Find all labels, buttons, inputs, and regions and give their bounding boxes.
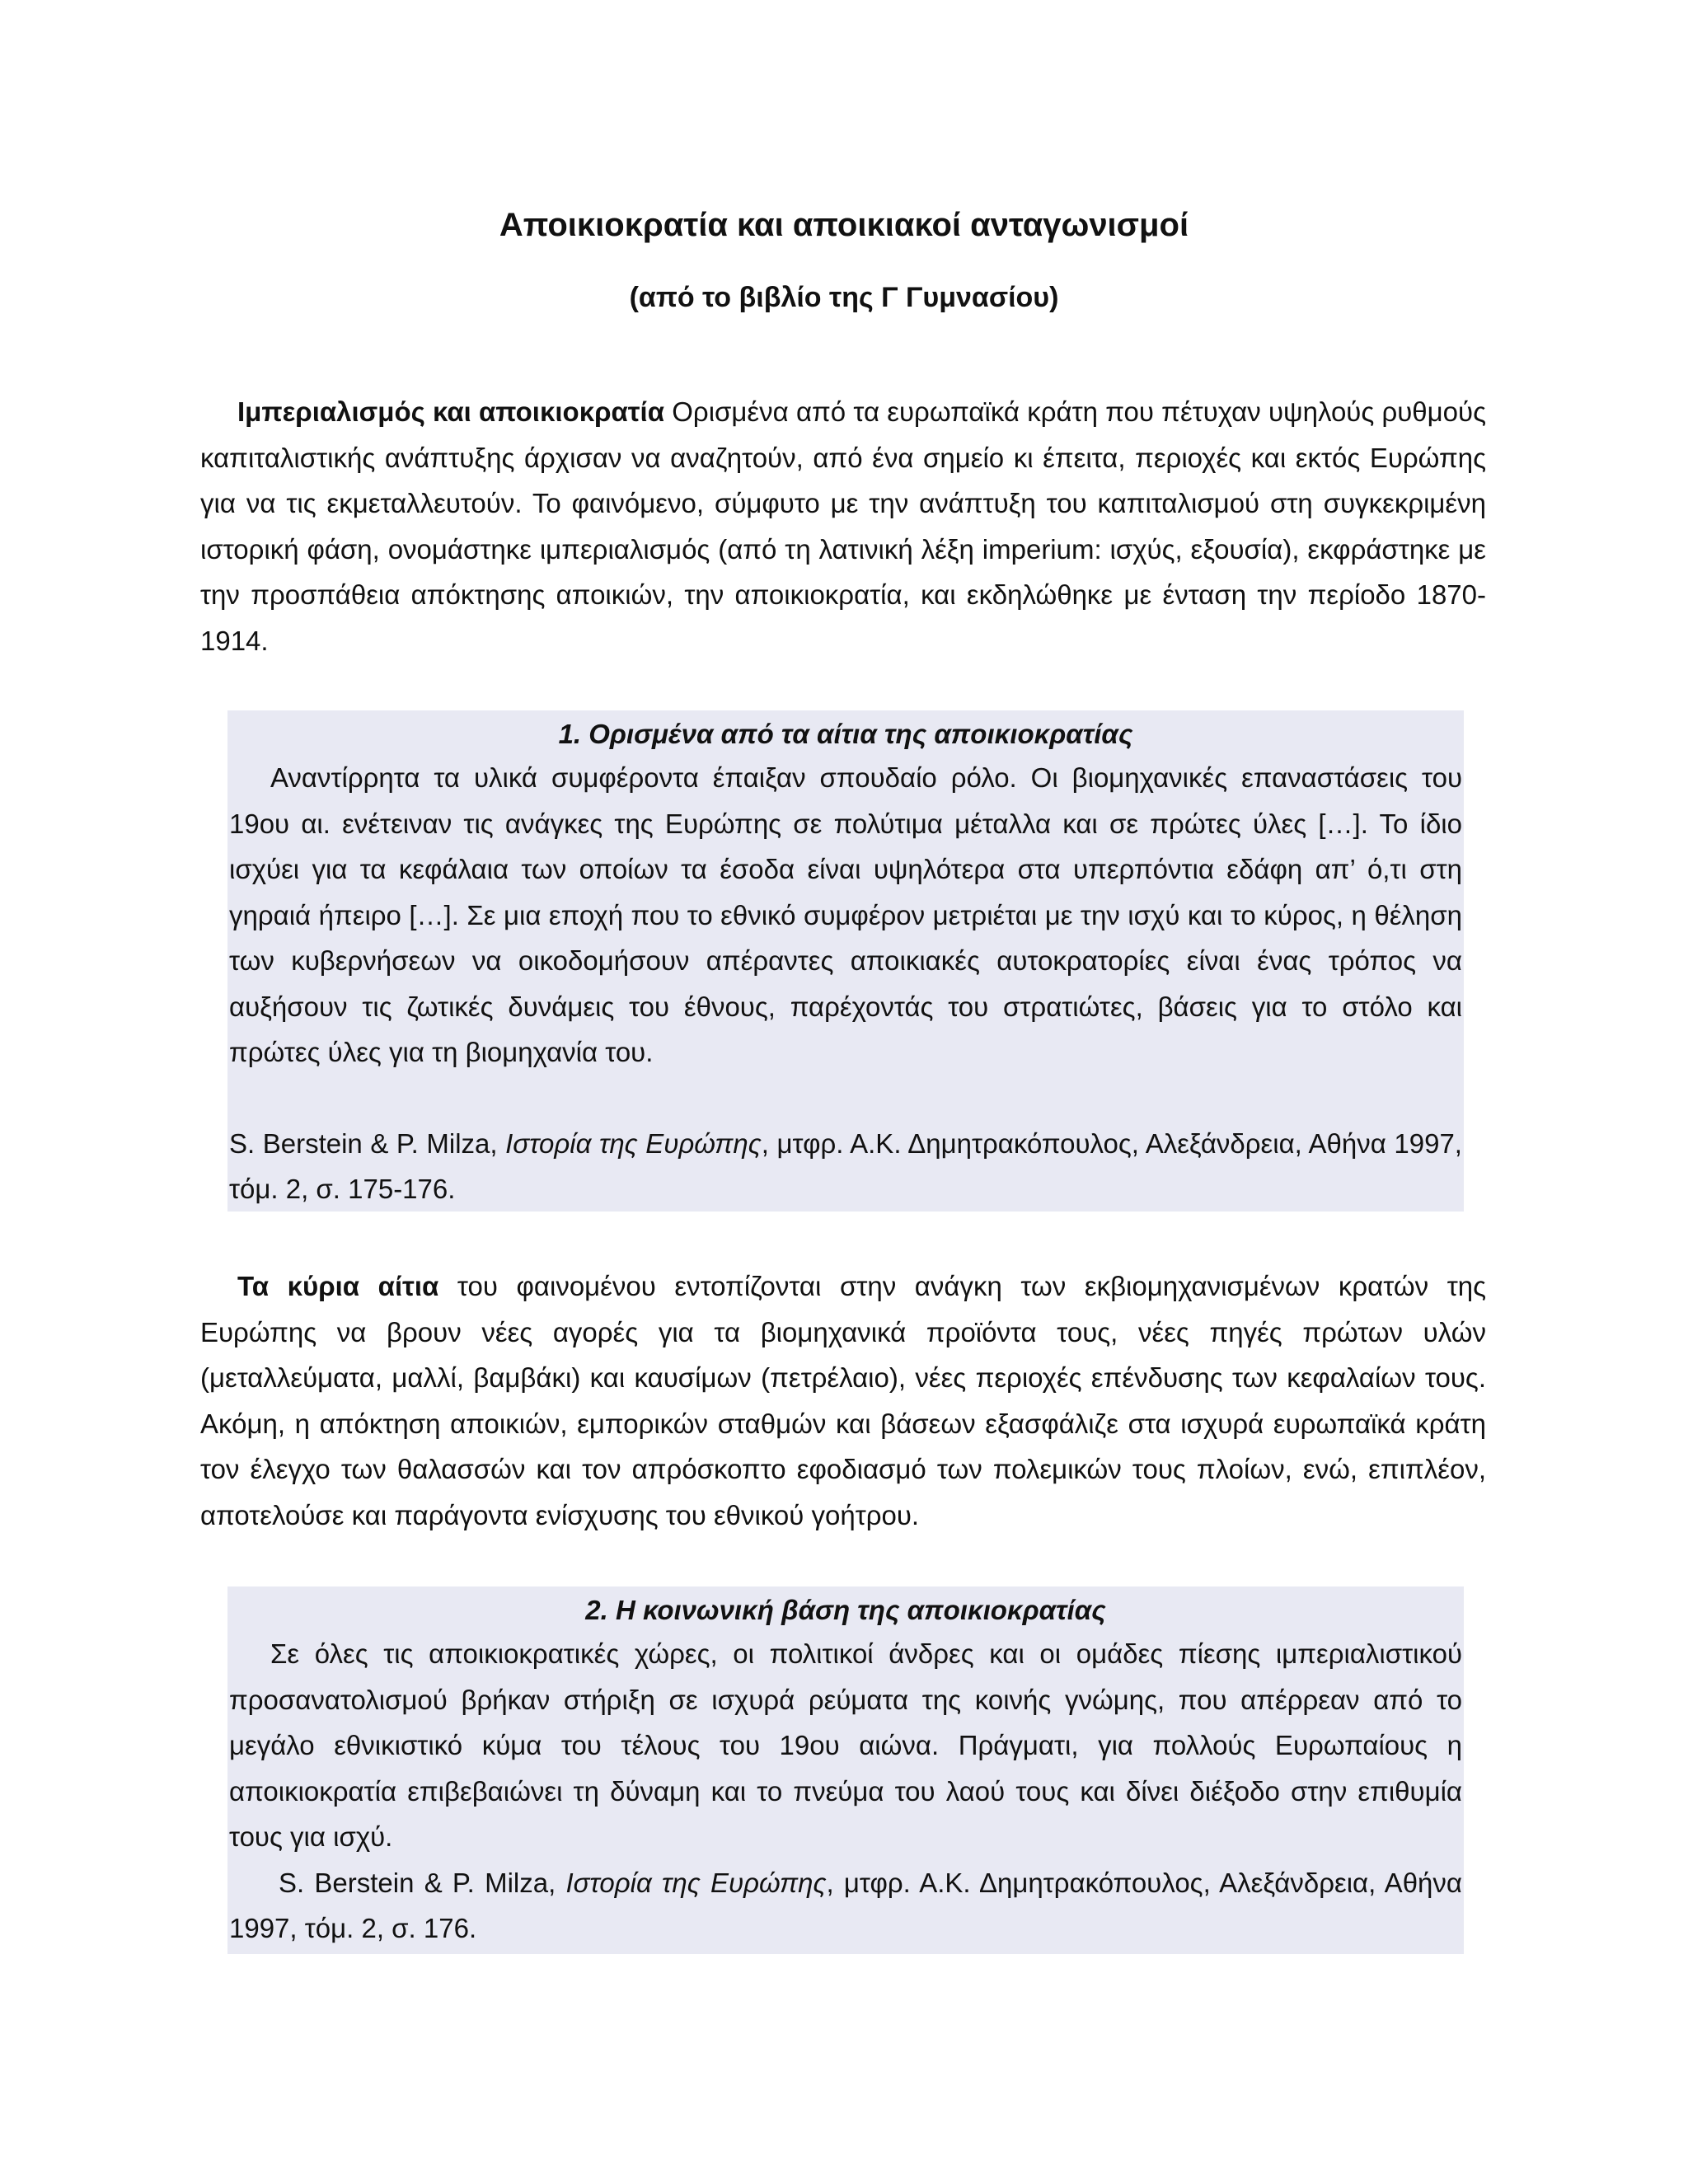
citation-details: , μτφρ. Α.Κ. Δημητρακόπουλος, Αλεξάνδρεια, Αθήνα 1997, τόμ. 2, σ. 176. [229,1867,1462,1943]
paragraph-imperialism [200,389,1486,663]
source-box-1 [227,710,1464,1212]
citation-book-title: Ιστορία της Ευρώπης [565,1867,827,1898]
source-box-2 [227,1586,1464,1954]
document-title: Αποικιοκρατία και αποικιακοί ανταγωνισμοί [499,207,1189,243]
paragraph-text: Ορισμένα από τα ευρωπαϊκά κράτη που πέτυχαν υψηλούς ρυθμούς καπιταλιστικής ανάπτυξης άρχισαν να αναζητούν, από ένα σημείο κι έπειτα, περιοχές και εκτός Ευρώπης για να τις εκμεταλλευτούν. Το φαινόμενο, σύμφυτο με την ανάπτυξη του καπιταλισμού στη συγκεκριμένη ιστορική φάση, ονομάστηκε ιμπεριαλισμός (από τη λατινική λέξη imperium: ισχύς, εξουσία), εκφράστηκε με την προσπάθεια απόκτησης αποικιών, την αποικιοκρατία, και εκδηλώθηκε με ένταση την περίοδο 1870-1914. [200,396,1486,656]
paragraph-text: του φαινομένου εντοπίζονται στην ανάγκη των εκβιομηχανισμένων κρατών της Ευρώπης να βρουν νέες αγορές για τα βιομηχανικά προϊόντα τους, νέες πηγές πρώτων υλών (μεταλλεύματα, μαλλί, βαμβάκι) και καυσίμων (πετρέλαιο), νέες περιοχές επένδυσης των κεφαλαίων τους. Ακόμη, η απόκτηση αποικιών, εμπορικών σταθμών και βάσεων εξασφάλιζε στα ισχυρά ευρωπαϊκά κράτη τον έλεγχο των θαλασσών και τον απρόσκοπτο εφοδιασμό των πολεμικών τους πλοίων, ενώ, επιπλέον, αποτελούσε και παράγοντα ενίσχυσης του εθνικού γοήτρου. [200,1271,1486,1530]
source-text: Σε όλες τις αποικιοκρατικές χώρες, οι πολιτικοί άνδρες και οι ομάδες πίεσης ιμπεριαλιστικού προσανατολισμού βρήκαν στήριξη σε ισχυρά ρεύματα της κοινής γνώμης, που απέρρεαν από το μεγάλο εθνικιστικό κύμα του τέλους του 19ου αιώνα. Πράγματι, για πολλούς Ευρωπαίους η αποικιοκρατία επιβεβαιώνει τη δύναμη και το πνεύμα του λαού τους και δίνει διέξοδο στην επιθυμία τους για ισχύ. [229,1638,1462,1852]
document-subtitle: (από το βιβλίο της Γ Γυμνασίου) [629,282,1059,313]
source-citation [229,1860,1462,1952]
citation-authors: S. Berstein & P. Milza, [279,1867,566,1898]
source-heading: 1. Ορισμένα από τα αίτια της αποικιοκρατίας [558,719,1133,749]
citation-authors: S. Berstein & P. Milza, [229,1127,506,1159]
citation-details: , μτφρ. Α.Κ. Δημητρακόπουλος, Αλεξάνδρεια, Αθήνα 1997, τόμ. 2, σ. 175-176. [229,1127,1462,1204]
source-text: Αναντίρρητα τα υλικά συμφέροντα έπαιξαν σπουδαίο ρόλο. Οι βιομηχανικές επαναστάσεις του 19ου αι. ενέτειναν τις ανάγκες της Ευρώπης σε πολύτιμα μέταλλα και σε πρώτες ύλες […]. Το ίδιο ισχύει για τα κεφάλαια των οποίων τα έσοδα είναι υψηλότερα στα υπερπόντια εδάφη απ’ ό,τι στη γηραιά ήπειρο […]. Σε μια εποχή που το εθνικό συμφέρον μετριέται με την ισχύ και το κύρος, η θέληση των κυβερνήσεων να οικοδομήσουν απέραντες αποικιακές αυτοκρατορίες είναι ένας τρόπος να αυξήσουν τις ζωτικές δυνάμεις του έθνους, παρέχοντάς του στρατιώτες, βάσεις για το στόλο και πρώτες ύλες για τη βιομηχανία του. [229,762,1462,1067]
paragraph-main-causes [200,1263,1486,1538]
paragraph-lead: Τα κύρια αίτια [237,1271,439,1301]
citation-book-title: Ιστορία της Ευρώπης [505,1127,762,1159]
paragraph-lead: Ιμπεριαλισμός και αποικιοκρατία [237,396,664,427]
source-citation [229,1121,1462,1212]
source-heading: 2. Η κοινωνική βάση της αποικιοκρατίας [585,1595,1106,1625]
